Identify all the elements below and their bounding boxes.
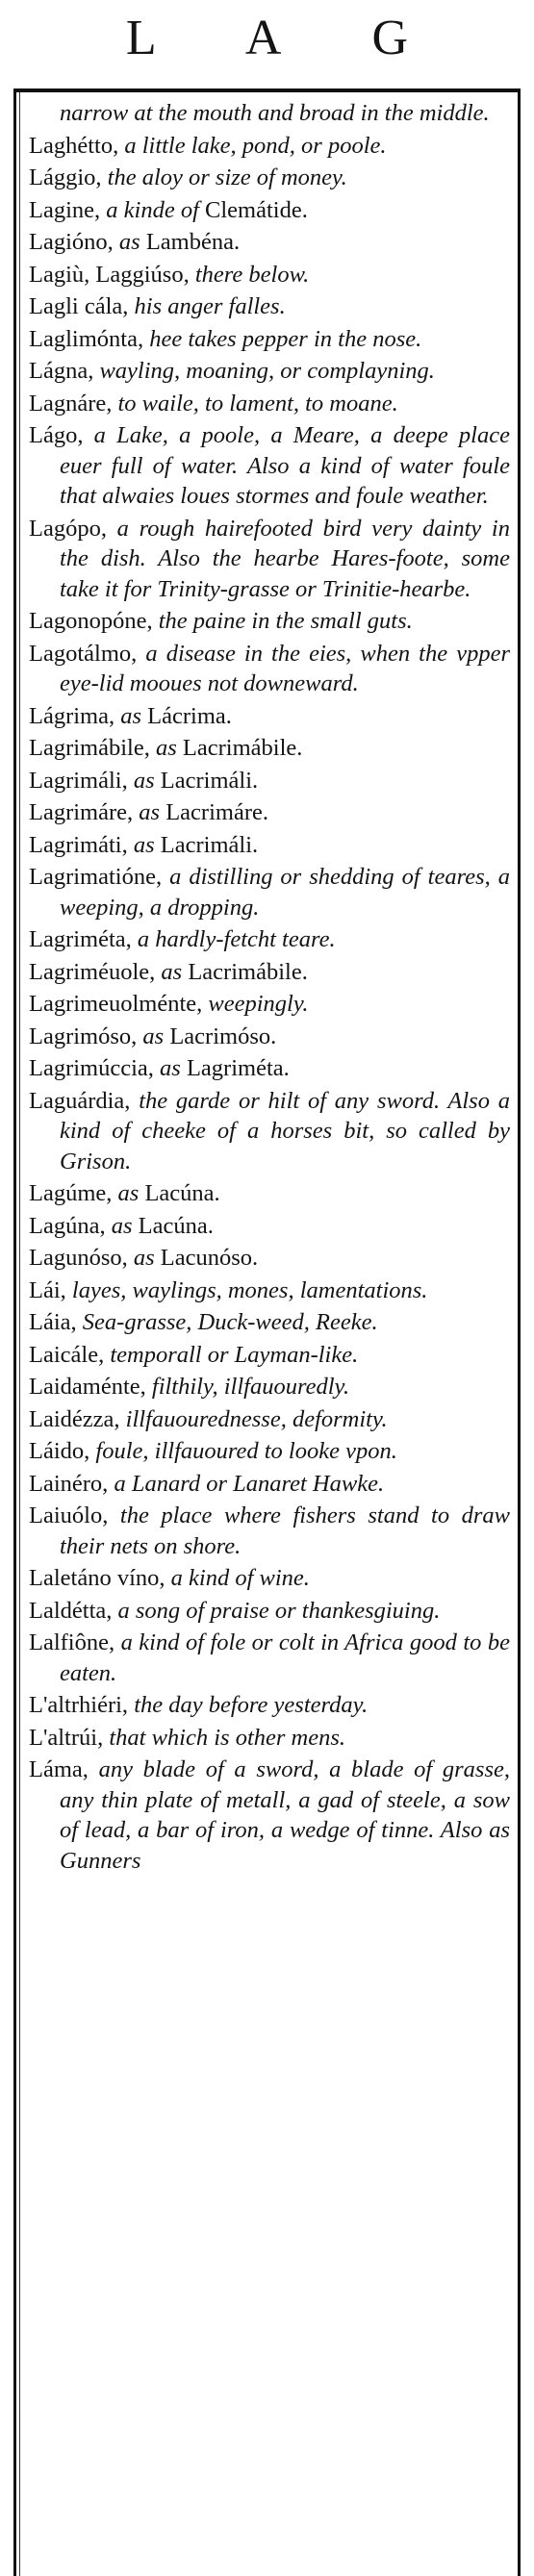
entry-definition: illfauourednesse, deformity. xyxy=(119,1405,388,1432)
entry-headword: Laicále, xyxy=(29,1341,105,1368)
entry-headword: Lái, xyxy=(29,1276,66,1303)
dictionary-entry xyxy=(29,733,510,764)
entry-headword: Lagrimeuolménte, xyxy=(29,991,203,1017)
entry-definition: any blade of a sword, a blade of grasse, any thin plate of metall, a gad of steele, a sow of lead, a bar of iron, a wedge of tinne. Also as Gunners xyxy=(60,1756,510,1874)
entry-headword: Lagrimáre, xyxy=(29,799,134,825)
entry-definition: as xyxy=(137,1023,170,1049)
entry-headword: Lagonopóne, xyxy=(29,608,153,634)
dictionary-entry xyxy=(29,1723,510,1754)
entry-headword: Lággio, xyxy=(29,164,102,190)
entry-headword: Laletáno víno, xyxy=(29,1565,165,1591)
entry-headword: Lágna, xyxy=(29,358,94,384)
entry-headword: Laldétta, xyxy=(29,1597,113,1624)
dictionary-entry xyxy=(29,1501,510,1561)
entry-cross-reference: Lacúna. xyxy=(144,1180,220,1206)
entry-definition: a kind of fole or colt in Africa good to be eaten. xyxy=(60,1629,510,1686)
dictionary-entry xyxy=(29,1755,510,1876)
entry-definition: the garde or hilt of any sword. Also a kind of cheeke of a horses bit, so called by Grison. xyxy=(60,1087,510,1174)
dictionary-entry xyxy=(29,163,510,193)
entry-headword: Laguárdia, xyxy=(29,1087,131,1114)
entry-headword: Lagrimáti, xyxy=(29,831,128,858)
entry-definition: layes, waylings, mones, lamentations. xyxy=(65,1276,428,1303)
dictionary-entry xyxy=(29,291,510,322)
entry-cross-reference: Lacunóso. xyxy=(160,1245,259,1271)
dictionary-entry xyxy=(29,1053,510,1084)
left-rule xyxy=(13,88,16,2576)
entry-definition: foule, illfauoured to looke vpon. xyxy=(89,1438,397,1464)
entry-definition: as xyxy=(105,1212,139,1239)
entry-definition: the day before yesterday. xyxy=(128,1692,369,1718)
dictionary-column xyxy=(29,98,510,1878)
entry-headword: Lainéro, xyxy=(29,1470,109,1497)
entry-definition: a song of praise or thankesgiuing. xyxy=(112,1597,441,1624)
entry-cross-reference: Lagriméta. xyxy=(186,1055,290,1081)
entry-cross-reference: Lambéna. xyxy=(145,229,241,255)
dictionary-entry xyxy=(29,1307,510,1338)
entry-definition: wayling, moaning, or complayning. xyxy=(93,358,435,384)
entry-headword: Lagrimatióne, xyxy=(29,864,163,890)
dictionary-entry xyxy=(29,797,510,828)
entry-headword: Lagriméta, xyxy=(29,926,132,952)
dictionary-entry xyxy=(29,1436,510,1467)
dictionary-entry xyxy=(29,389,510,419)
entry-definition: as xyxy=(127,767,161,794)
entry-definition: as xyxy=(155,958,189,985)
dictionary-entry xyxy=(29,989,510,1020)
dictionary-entry xyxy=(29,1372,510,1402)
entry-headword: Lagrimáli, xyxy=(29,767,128,794)
entry-headword: Lagióno, xyxy=(29,229,114,255)
dictionary-entry xyxy=(29,1243,510,1274)
entry-cross-reference: Lacúna. xyxy=(138,1212,214,1239)
entry-definition: as xyxy=(127,831,161,858)
entry-headword: Láido, xyxy=(29,1438,90,1464)
entry-headword: Lagúna, xyxy=(29,1212,106,1239)
dictionary-entry xyxy=(29,1690,510,1721)
dictionary-entry xyxy=(29,1178,510,1209)
entry-headword: L'altrúi, xyxy=(29,1724,104,1751)
entry-definition: hee takes pepper in the nose. xyxy=(143,325,422,352)
page-header xyxy=(0,0,534,88)
entry-definition: the paine in the small guts. xyxy=(152,608,413,634)
entry-headword: Lágrima, xyxy=(29,702,115,729)
dictionary-entry xyxy=(29,1275,510,1306)
entry-headword: Lagrimúccia, xyxy=(29,1055,154,1081)
entry-headword: Láia, xyxy=(29,1309,77,1335)
continuation-text: narrow at the mouth and broad in the middle. xyxy=(60,100,490,126)
entry-definition: as xyxy=(153,1055,187,1081)
dictionary-entry xyxy=(29,195,510,226)
dictionary-entry xyxy=(29,356,510,387)
entry-definition: a little lake, pond, or poole. xyxy=(118,132,387,159)
entry-headword: Lagiù, Laggiúso, xyxy=(29,261,190,288)
entry-headword: Lagrimóso, xyxy=(29,1023,138,1049)
dictionary-entry xyxy=(29,606,510,637)
dictionary-entry xyxy=(29,514,510,605)
entry-definition: as xyxy=(114,702,148,729)
entry-headword: Laiuólo, xyxy=(29,1503,109,1528)
dictionary-entry xyxy=(29,957,510,988)
dictionary-entry xyxy=(29,260,510,290)
entry-definition: as xyxy=(113,229,146,255)
entry-headword: Lagúme, xyxy=(29,1180,113,1206)
entry-definition: a Lake, a poole, a Meare, a deepe place euer full of water. Also a kind of water foule that alwaies loues stormes and foule weather. xyxy=(60,422,510,509)
entry-definition: as xyxy=(112,1180,145,1206)
right-rule xyxy=(518,88,521,2576)
dictionary-entry xyxy=(29,1404,510,1435)
entry-cross-reference: Lacrimábile. xyxy=(188,958,308,985)
entry-headword: L'altrhiéri, xyxy=(29,1692,129,1718)
dictionary-entry xyxy=(29,1596,510,1627)
entry-cross-reference: Lacrimáli. xyxy=(160,831,259,858)
entry-definition: there below. xyxy=(189,261,310,288)
entry-headword: Laidézza, xyxy=(29,1405,120,1432)
entry-definition: a disease in the eies, when the vpper eye-lid mooues not downeward. xyxy=(60,640,510,696)
entry-headword: Lagriméuole, xyxy=(29,958,156,985)
entry-headword: Lagópo, xyxy=(29,515,107,542)
dictionary-entry xyxy=(29,862,510,922)
entry-definition: Sea-grasse, Duck-weed, Reeke. xyxy=(76,1309,378,1335)
entry-definition: a Lanard or Lanaret Hawke. xyxy=(108,1470,385,1497)
dictionary-entry xyxy=(29,1211,510,1242)
dictionary-entry xyxy=(29,1022,510,1052)
entry-definition: a hardly-fetcht teare. xyxy=(131,926,336,952)
dictionary-entry xyxy=(29,227,510,258)
entry-headword: Lagunóso, xyxy=(29,1245,128,1271)
entry-cross-reference: Lacrimábile. xyxy=(182,735,303,761)
entry-cross-reference: Lácrima. xyxy=(147,702,232,729)
dictionary-entry xyxy=(29,639,510,699)
entry-headword: Laghétto, xyxy=(29,132,119,159)
left-inner-rule xyxy=(19,92,20,2576)
entry-definition: the aloy or size of money. xyxy=(101,164,347,190)
entry-definition: his anger falles. xyxy=(128,293,286,319)
dictionary-entry xyxy=(29,924,510,955)
entry-definition: as xyxy=(127,1245,161,1271)
entry-cross-reference: Lacrimóso. xyxy=(169,1023,277,1049)
entry-definition: as xyxy=(133,799,166,825)
entry-headword: Lagotálmo, xyxy=(29,640,138,667)
dictionary-entry xyxy=(29,131,510,162)
entry-headword: Laglimónta, xyxy=(29,325,144,352)
entry-definition: a kinde of xyxy=(100,196,206,223)
entry-headword: Lagrimábile, xyxy=(29,735,150,761)
running-head: L A G xyxy=(125,11,449,65)
entry-headword: Lagnáre, xyxy=(29,390,113,417)
dictionary-entry xyxy=(29,1628,510,1688)
entry-definition: filthily, illfauouredly. xyxy=(145,1374,350,1400)
entry-headword: Laidaménte, xyxy=(29,1374,146,1400)
entry-headword: Láma, xyxy=(29,1756,89,1782)
entry-headword: Lagine, xyxy=(29,196,101,223)
dictionary-entry xyxy=(29,324,510,355)
entry-cross-reference: Lacrimáli. xyxy=(160,767,259,794)
entry-definition: to waile, to lament, to moane. xyxy=(112,390,398,417)
entry-definition: a rough hairefooted bird very dainty in the dish. Also the hearbe Hares-foote, some take it for Trinity-grasse or Trinitie-hearbe. xyxy=(60,515,510,602)
entry-definition: temporall or Layman-like. xyxy=(104,1341,359,1368)
dictionary-entry xyxy=(29,766,510,796)
entry-definition: weepingly. xyxy=(202,991,309,1017)
entry-definition: a kind of wine. xyxy=(165,1565,310,1591)
entry-headword: Lagli cála, xyxy=(29,293,129,319)
entry-definition: the place where fishers stand to draw their nets on shore. xyxy=(60,1503,510,1559)
dictionary-entry xyxy=(29,1340,510,1371)
entry-headword: Lágo, xyxy=(29,422,84,448)
top-rule xyxy=(13,88,521,92)
entry-definition: a distilling or shedding of teares, a weeping, a dropping. xyxy=(60,864,510,921)
entry-cross-reference: Clemátide. xyxy=(205,196,308,223)
entry-definition: as xyxy=(149,735,183,761)
dictionary-entry xyxy=(29,420,510,512)
dictionary-entry xyxy=(29,830,510,861)
dictionary-entry xyxy=(29,1469,510,1500)
dictionary-entry xyxy=(29,1086,510,1177)
dictionary-entry xyxy=(29,701,510,732)
entry-cross-reference: Lacrimáre. xyxy=(165,799,268,825)
entry-headword: Lalfiône, xyxy=(29,1629,115,1655)
dictionary-entry xyxy=(29,1563,510,1594)
entry-definition: that which is other mens. xyxy=(103,1724,346,1751)
